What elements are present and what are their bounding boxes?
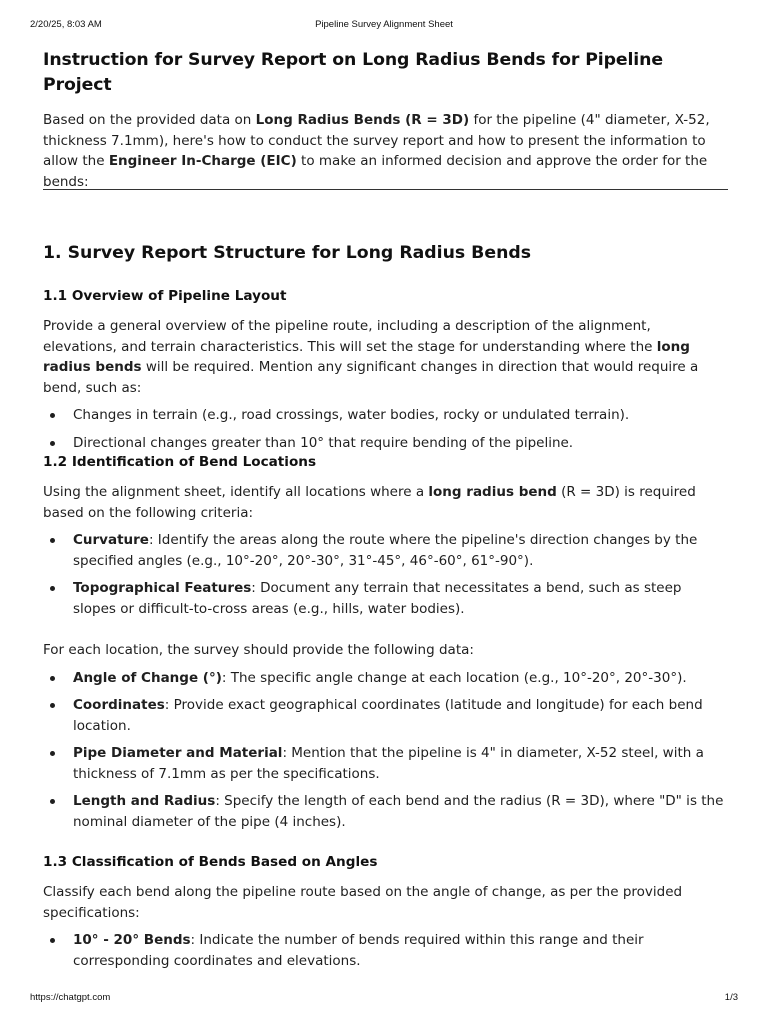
list-item xyxy=(43,433,728,454)
list-item-text: : Provide exact geographical coordinates (latitude and longitude) for each bend location. xyxy=(73,697,703,734)
list-item-text: : Indicate the number of bends required within this range and their corresponding coordinates and elevations. xyxy=(73,932,644,969)
subsection-1-3-heading: 1.3 Classification of Bends Based on Angles xyxy=(43,854,378,870)
subsection-1-2 xyxy=(43,452,728,832)
list-item-term: Length and Radius xyxy=(73,793,216,809)
list-item xyxy=(43,930,728,971)
bullet-icon xyxy=(50,751,55,756)
intro-text: to make an informed decision and approve the order for the bends: xyxy=(43,153,708,190)
list-item-text: : Document any terrain that necessitates a bend, such as steep slopes or difficult-to-cross areas (e.g., hills, water bodies). xyxy=(73,580,682,617)
list-item xyxy=(43,530,728,571)
list-item-text: : Specify the length of each bend and the radius (R = 3D), where "D" is the nominal diameter of the pipe (4 inches). xyxy=(73,793,724,830)
list-item-text: : Identify the areas along the route where the pipeline's direction changes by the specified angles (e.g., 10°-20°, 20°-30°, 31°-45°, 46°-60°, 61°-90°). xyxy=(73,532,698,569)
bullet-icon xyxy=(50,586,55,591)
paragraph-emphasis: long radius bend xyxy=(428,484,557,500)
subsection-1-2-paragraph xyxy=(43,482,728,523)
list-item-text: Directional changes greater than 10° that require bending of the pipeline. xyxy=(73,434,574,451)
bend-classification-list xyxy=(43,930,728,971)
bullet-icon xyxy=(50,441,55,446)
paragraph-text: Using the alignment sheet, identify all locations where a xyxy=(43,484,429,500)
intro-emphasis: Long Radius Bends (R = 3D) xyxy=(255,112,470,128)
paragraph-text: will be required. Mention any significant changes in direction that would require a bend, such as: xyxy=(43,359,699,396)
intro-text: for the pipeline (4" diameter, X-52, thickness 7.1mm), here's how to conduct the survey report and how to present the information to allow the xyxy=(43,112,710,169)
list-item-term: Topographical Features xyxy=(73,580,252,596)
list-item xyxy=(43,791,728,832)
horizontal-divider xyxy=(43,189,728,190)
subsection-1-1 xyxy=(43,286,728,453)
paragraph-text: (R = 3D) is required based on the following criteria: xyxy=(43,484,696,521)
subsection-1-3-paragraph: Classify each bend along the pipeline route based on the angle of change, as per the provided specifications: xyxy=(43,884,683,921)
intro-emphasis: Engineer In-Charge (EIC) xyxy=(108,153,297,169)
list-item xyxy=(43,743,728,784)
list-item-term: Angle of Change (°) xyxy=(73,669,222,686)
list-item-text: : The specific angle change at each location (e.g., 10°-20°, 20°-30°). xyxy=(221,669,687,686)
bullet-icon xyxy=(50,938,55,943)
intro-paragraph xyxy=(43,110,728,192)
subsection-1-2-heading: 1.2 Identification of Bend Locations xyxy=(43,454,317,470)
list-item-term: Pipe Diameter and Material xyxy=(73,745,283,761)
print-url: https://chatgpt.com xyxy=(30,992,111,1003)
list-item xyxy=(43,668,728,689)
bullet-icon xyxy=(50,676,55,681)
bullet-icon xyxy=(50,799,55,804)
subsection-1-1-heading: 1.1 Overview of Pipeline Layout xyxy=(43,288,287,304)
paragraph-emphasis: long radius bends xyxy=(43,338,690,375)
subsection-1-1-paragraph xyxy=(43,316,728,398)
intro-text: Based on the provided data on xyxy=(43,112,256,128)
terrain-change-list xyxy=(43,405,728,453)
print-footer xyxy=(0,992,768,1006)
survey-data-list xyxy=(43,668,728,833)
list-item xyxy=(43,695,728,736)
bullet-icon xyxy=(50,538,55,543)
list-item-term: Curvature xyxy=(73,532,149,548)
list-item-term: Coordinates xyxy=(73,697,165,713)
criteria-list xyxy=(43,530,728,619)
paragraph-text: Provide a general overview of the pipeline route, including a description of the alignment, elevations, and terrain characteristics. This will set the stage for understanding where the xyxy=(43,318,657,355)
bullet-icon xyxy=(50,703,55,708)
document-title: Instruction for Survey Report on Long Radius Bends for Pipeline Project xyxy=(43,50,663,95)
document-body xyxy=(43,48,728,969)
list-item-term: 10° - 20° Bends xyxy=(73,932,191,948)
list-item xyxy=(43,578,728,619)
print-page-number: 1/3 xyxy=(724,992,738,1003)
subsection-1-3 xyxy=(43,852,728,971)
section-1-heading: 1. Survey Report Structure for Long Radius Bends xyxy=(43,243,532,263)
print-datetime: 2/20/25, 8:03 AM xyxy=(30,19,102,30)
list-item-text: : Mention that the pipeline is 4" in diameter, X-52 steel, with a thickness of 7.1mm as per the specifications. xyxy=(73,745,704,782)
list-item xyxy=(43,405,728,426)
bullet-icon xyxy=(50,413,55,418)
data-intro-paragraph: For each location, the survey should provide the following data: xyxy=(43,642,474,658)
list-item-text: Changes in terrain (e.g., road crossings, water bodies, rocky or undulated terrain). xyxy=(73,407,630,423)
print-header xyxy=(0,19,768,33)
print-page-title: Pipeline Survey Alignment Sheet xyxy=(315,19,453,30)
